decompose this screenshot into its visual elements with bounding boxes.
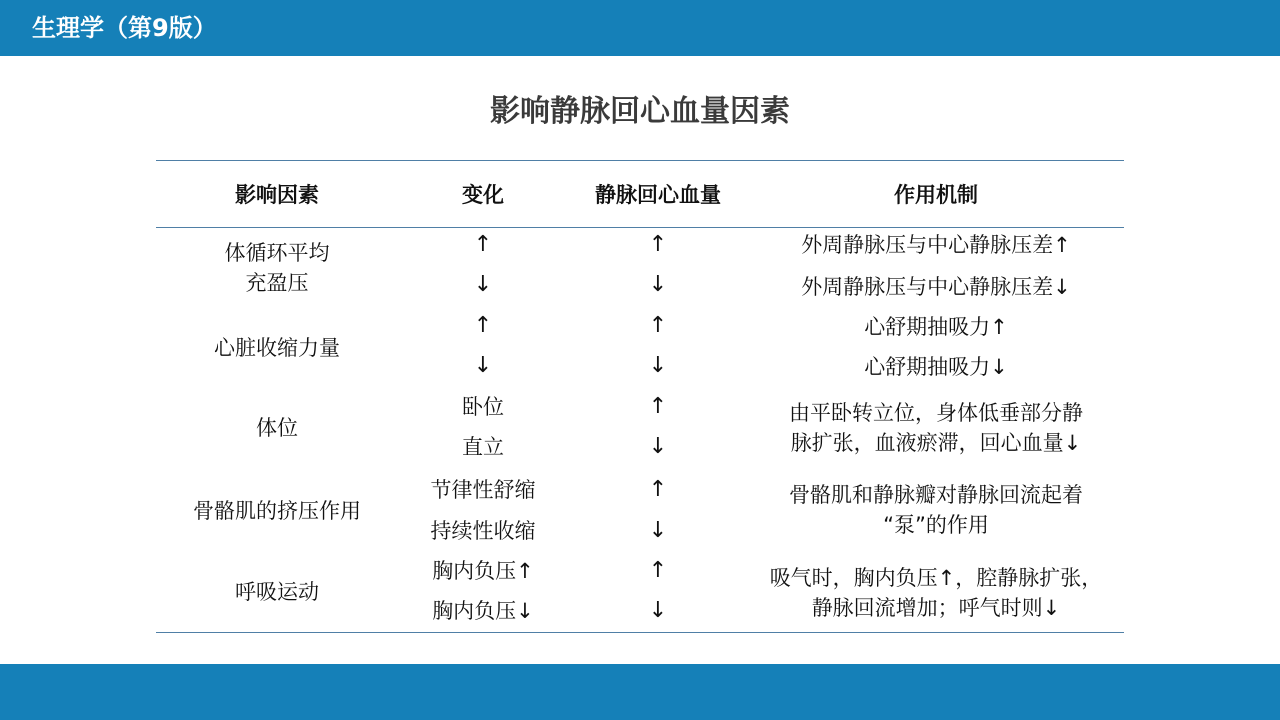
course-title: 生理学（第9版） [32,14,217,42]
mechanism-cell: 外周静脉压与中心静脉压差↑ [801,233,1071,257]
slide-title: 影响静脉回心血量因素 [490,94,790,129]
venous-return-cell: ↑ [648,477,668,502]
venous-return-cell: ↑ [648,558,668,583]
change-cell: ↑ [473,313,493,338]
footer-bar [0,664,1280,720]
change-cell: 卧位 [462,395,504,419]
venous-return-cell: ↓ [648,353,668,378]
change-cell: 胸内负压↓ [432,599,534,623]
factor-cell: 体位 [256,416,298,440]
mechanism-cell: 脉扩张，血液瘀滞，回心血量↓ [790,431,1082,455]
change-cell: ↓ [473,353,493,378]
mechanism-cell: 心舒期抽吸力↓ [864,355,1008,379]
change-cell: 持续性收缩 [430,519,536,543]
venous-return-cell: ↓ [648,518,668,543]
column-header-change: 变化 [462,183,504,207]
factor-cell: 骨骼肌的挤压作用 [193,499,361,523]
venous-return-cell: ↑ [648,394,668,419]
table-top-rule [156,160,1124,161]
column-header-factor: 影响因素 [235,183,319,207]
factor-cell: 体循环平均 [224,241,330,265]
venous-return-cell: ↑ [648,232,668,257]
column-header-venous-return: 静脉回心血量 [595,183,721,207]
table-bottom-rule [156,632,1124,633]
change-cell: ↑ [473,232,493,257]
venous-return-cell: ↑ [648,313,668,338]
table-header-rule [156,227,1124,228]
factor-cell: 呼吸运动 [235,580,319,604]
change-cell: 直立 [462,435,504,459]
mechanism-cell: 吸气时，胸内负压↑，腔静脉扩张， [769,566,1103,590]
mechanism-cell: 骨骼肌和静脉瓣对静脉回流起着 [789,483,1083,507]
change-cell: ↓ [473,272,493,297]
venous-return-cell: ↓ [648,598,668,623]
factor-cell: 充盈压 [245,271,309,295]
mechanism-cell: 由平卧转立位，身体低垂部分静 [789,401,1083,425]
venous-return-cell: ↓ [648,272,668,297]
mechanism-cell: 外周静脉压与中心静脉压差↓ [801,275,1071,299]
mechanism-cell: 心舒期抽吸力↑ [864,315,1008,339]
factor-cell: 心脏收缩力量 [214,336,340,360]
change-cell: 节律性舒缩 [430,478,536,502]
mechanism-cell: “泵”的作用 [883,513,989,537]
change-cell: 胸内负压↑ [432,559,534,583]
column-header-mechanism: 作用机制 [894,183,978,207]
venous-return-cell: ↓ [648,434,668,459]
mechanism-cell: 静脉回流增加；呼气时则↓ [811,596,1061,620]
